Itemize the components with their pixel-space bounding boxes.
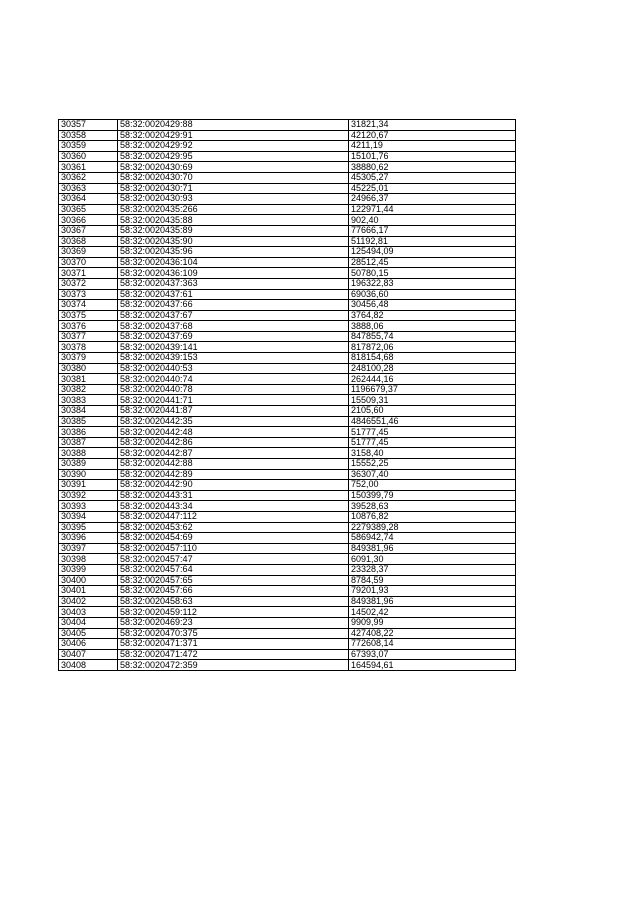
cadastral-number-cell: 58:32:0020440:74 <box>118 374 349 385</box>
cadastral-number-cell: 58:32:0020457:47 <box>118 554 349 565</box>
value-cell: 752,00 <box>349 480 516 491</box>
cadastral-number-cell: 58:32:0020439:141 <box>118 342 349 353</box>
table-row <box>59 204 516 215</box>
row-number-cell: 30375 <box>59 310 118 321</box>
value-cell: 4846551,46 <box>349 416 516 427</box>
value-cell: 586942,74 <box>349 533 516 544</box>
row-number-cell: 30378 <box>59 342 118 353</box>
cadastral-number-cell: 58:32:0020458:63 <box>118 596 349 607</box>
cadastral-number-cell: 58:32:0020442:35 <box>118 416 349 427</box>
row-number-cell: 30397 <box>59 543 118 554</box>
cadastral-number-cell: 58:32:0020472:359 <box>118 660 349 671</box>
row-number-cell: 30393 <box>59 501 118 512</box>
value-cell: 849381,96 <box>349 543 516 554</box>
table-row <box>59 278 516 289</box>
table-row <box>59 130 516 141</box>
table-row <box>59 459 516 470</box>
value-cell: 248100,28 <box>349 363 516 374</box>
table-row <box>59 660 516 671</box>
value-cell: 50780,15 <box>349 268 516 279</box>
cadastral-number-cell: 58:32:0020442:87 <box>118 448 349 459</box>
value-cell: 67393,07 <box>349 649 516 660</box>
row-number-cell: 30399 <box>59 564 118 575</box>
row-number-cell: 30373 <box>59 289 118 300</box>
row-number-cell: 30405 <box>59 628 118 639</box>
row-number-cell: 30383 <box>59 395 118 406</box>
value-cell: 38880,62 <box>349 162 516 173</box>
cadastral-number-cell: 58:32:0020429:95 <box>118 151 349 162</box>
table-body <box>59 120 516 671</box>
table-row <box>59 469 516 480</box>
value-cell: 125494,09 <box>349 247 516 258</box>
table-row <box>59 162 516 173</box>
table-row <box>59 596 516 607</box>
cadastral-number-cell: 58:32:0020457:110 <box>118 543 349 554</box>
row-number-cell: 30367 <box>59 225 118 236</box>
value-cell: 28512,45 <box>349 257 516 268</box>
table-row <box>59 120 516 131</box>
table-row <box>59 490 516 501</box>
value-cell: 42120,67 <box>349 130 516 141</box>
cadastral-number-cell: 58:32:0020437:67 <box>118 310 349 321</box>
value-cell: 2105,60 <box>349 406 516 417</box>
row-number-cell: 30357 <box>59 120 118 131</box>
cadastral-number-cell: 58:32:0020471:472 <box>118 649 349 660</box>
table-row <box>59 384 516 395</box>
cadastral-number-cell: 58:32:0020435:96 <box>118 247 349 258</box>
cadastral-number-cell: 58:32:0020457:64 <box>118 564 349 575</box>
cadastral-number-cell: 58:32:0020437:68 <box>118 321 349 332</box>
value-cell: 51777,45 <box>349 437 516 448</box>
table-row <box>59 331 516 342</box>
cadastral-number-cell: 58:32:0020430:93 <box>118 194 349 205</box>
value-cell: 36307,40 <box>349 469 516 480</box>
value-cell: 14502,42 <box>349 607 516 618</box>
table-row <box>59 151 516 162</box>
value-cell: 150399,79 <box>349 490 516 501</box>
row-number-cell: 30398 <box>59 554 118 565</box>
row-number-cell: 30374 <box>59 300 118 311</box>
cadastral-number-cell: 58:32:0020459:112 <box>118 607 349 618</box>
cadastral-number-cell: 58:32:0020447:112 <box>118 511 349 522</box>
value-cell: 77666,17 <box>349 225 516 236</box>
table-row <box>59 141 516 152</box>
table-row <box>59 363 516 374</box>
row-number-cell: 30407 <box>59 649 118 660</box>
row-number-cell: 30381 <box>59 374 118 385</box>
row-number-cell: 30362 <box>59 172 118 183</box>
row-number-cell: 30408 <box>59 660 118 671</box>
table-row <box>59 247 516 258</box>
row-number-cell: 30395 <box>59 522 118 533</box>
cadastral-number-cell: 58:32:0020435:90 <box>118 236 349 247</box>
row-number-cell: 30396 <box>59 533 118 544</box>
row-number-cell: 30361 <box>59 162 118 173</box>
row-number-cell: 30369 <box>59 247 118 258</box>
cadastral-number-cell: 58:32:0020457:66 <box>118 586 349 597</box>
table-row <box>59 194 516 205</box>
value-cell: 818154,68 <box>349 353 516 364</box>
value-cell: 9909,99 <box>349 617 516 628</box>
table-row <box>59 310 516 321</box>
cadastral-number-cell: 58:32:0020441:87 <box>118 406 349 417</box>
cadastral-number-cell: 58:32:0020437:363 <box>118 278 349 289</box>
row-number-cell: 30400 <box>59 575 118 586</box>
cadastral-number-cell: 58:32:0020437:69 <box>118 331 349 342</box>
value-cell: 51777,45 <box>349 427 516 438</box>
value-cell: 902,40 <box>349 215 516 226</box>
table-row <box>59 607 516 618</box>
value-cell: 849381,96 <box>349 596 516 607</box>
table-row <box>59 374 516 385</box>
table-row <box>59 257 516 268</box>
value-cell: 69036,60 <box>349 289 516 300</box>
row-number-cell: 30376 <box>59 321 118 332</box>
value-cell: 15509,31 <box>349 395 516 406</box>
row-number-cell: 30391 <box>59 480 118 491</box>
value-cell: 8784,59 <box>349 575 516 586</box>
row-number-cell: 30382 <box>59 384 118 395</box>
cadastral-number-cell: 58:32:0020435:266 <box>118 204 349 215</box>
table-row <box>59 501 516 512</box>
cadastral-number-cell: 58:32:0020435:89 <box>118 225 349 236</box>
table-row <box>59 321 516 332</box>
cadastral-number-cell: 58:32:0020443:34 <box>118 501 349 512</box>
table-row <box>59 437 516 448</box>
value-cell: 3888,06 <box>349 321 516 332</box>
cadastral-number-cell: 58:32:0020469:23 <box>118 617 349 628</box>
row-number-cell: 30402 <box>59 596 118 607</box>
row-number-cell: 30390 <box>59 469 118 480</box>
value-cell: 3158,40 <box>349 448 516 459</box>
row-number-cell: 30384 <box>59 406 118 417</box>
cadastral-number-cell: 58:32:0020437:66 <box>118 300 349 311</box>
row-number-cell: 30394 <box>59 511 118 522</box>
value-cell: 23328,37 <box>349 564 516 575</box>
table-row <box>59 353 516 364</box>
value-cell: 4211,19 <box>349 141 516 152</box>
value-cell: 30456,48 <box>349 300 516 311</box>
cadastral-number-cell: 58:32:0020429:92 <box>118 141 349 152</box>
table-row <box>59 342 516 353</box>
row-number-cell: 30377 <box>59 331 118 342</box>
cadastral-number-cell: 58:32:0020457:65 <box>118 575 349 586</box>
row-number-cell: 30389 <box>59 459 118 470</box>
table-row <box>59 564 516 575</box>
value-cell: 427408,22 <box>349 628 516 639</box>
value-cell: 79201,93 <box>349 586 516 597</box>
cadastral-number-cell: 58:32:0020440:53 <box>118 363 349 374</box>
row-number-cell: 30365 <box>59 204 118 215</box>
table-row <box>59 183 516 194</box>
table-row <box>59 268 516 279</box>
value-cell: 196322,83 <box>349 278 516 289</box>
value-cell: 772608,14 <box>349 639 516 650</box>
table-row <box>59 416 516 427</box>
value-cell: 15552,25 <box>349 459 516 470</box>
table-row <box>59 427 516 438</box>
cadastral-number-cell: 58:32:0020439:153 <box>118 353 349 364</box>
row-number-cell: 30366 <box>59 215 118 226</box>
cadastral-number-cell: 58:32:0020443:31 <box>118 490 349 501</box>
table-row <box>59 480 516 491</box>
row-number-cell: 30404 <box>59 617 118 628</box>
row-number-cell: 30386 <box>59 427 118 438</box>
cadastral-number-cell: 58:32:0020470:375 <box>118 628 349 639</box>
value-cell: 2279389,28 <box>349 522 516 533</box>
value-cell: 262444,16 <box>349 374 516 385</box>
row-number-cell: 30379 <box>59 353 118 364</box>
cadastral-number-cell: 58:32:0020437:61 <box>118 289 349 300</box>
row-number-cell: 30359 <box>59 141 118 152</box>
table-row <box>59 236 516 247</box>
cadastral-number-cell: 58:32:0020440:78 <box>118 384 349 395</box>
table-row <box>59 586 516 597</box>
value-cell: 31821,34 <box>349 120 516 131</box>
cadastral-number-cell: 58:32:0020436:109 <box>118 268 349 279</box>
row-number-cell: 30388 <box>59 448 118 459</box>
cadastral-number-cell: 58:32:0020430:71 <box>118 183 349 194</box>
row-number-cell: 30392 <box>59 490 118 501</box>
cadastral-number-cell: 58:32:0020435:88 <box>118 215 349 226</box>
value-cell: 817872,06 <box>349 342 516 353</box>
cadastral-number-cell: 58:32:0020442:48 <box>118 427 349 438</box>
table-row <box>59 628 516 639</box>
row-number-cell: 30403 <box>59 607 118 618</box>
table-row <box>59 300 516 311</box>
cadastral-number-cell: 58:32:0020454:69 <box>118 533 349 544</box>
table-row <box>59 225 516 236</box>
cadastral-number-cell: 58:32:0020442:86 <box>118 437 349 448</box>
row-number-cell: 30368 <box>59 236 118 247</box>
table-row <box>59 172 516 183</box>
cadastral-number-cell: 58:32:0020471:371 <box>118 639 349 650</box>
cadastral-number-cell: 58:32:0020436:104 <box>118 257 349 268</box>
row-number-cell: 30387 <box>59 437 118 448</box>
data-table <box>58 119 516 671</box>
table-row <box>59 511 516 522</box>
value-cell: 122971,44 <box>349 204 516 215</box>
table-row <box>59 406 516 417</box>
value-cell: 847855,74 <box>349 331 516 342</box>
row-number-cell: 30360 <box>59 151 118 162</box>
value-cell: 24966,37 <box>349 194 516 205</box>
table-row <box>59 448 516 459</box>
table-row <box>59 639 516 650</box>
value-cell: 45225,01 <box>349 183 516 194</box>
row-number-cell: 30363 <box>59 183 118 194</box>
row-number-cell: 30385 <box>59 416 118 427</box>
cadastral-number-cell: 58:32:0020430:70 <box>118 172 349 183</box>
cadastral-number-cell: 58:32:0020442:89 <box>118 469 349 480</box>
value-cell: 15101,76 <box>349 151 516 162</box>
value-cell: 164594,61 <box>349 660 516 671</box>
cadastral-number-cell: 58:32:0020430:69 <box>118 162 349 173</box>
value-cell: 10876,82 <box>349 511 516 522</box>
row-number-cell: 30401 <box>59 586 118 597</box>
table-row <box>59 554 516 565</box>
row-number-cell: 30358 <box>59 130 118 141</box>
row-number-cell: 30380 <box>59 363 118 374</box>
table-row <box>59 395 516 406</box>
value-cell: 51192,81 <box>349 236 516 247</box>
row-number-cell: 30371 <box>59 268 118 279</box>
table-row <box>59 522 516 533</box>
cadastral-number-cell: 58:32:0020442:88 <box>118 459 349 470</box>
table-row <box>59 533 516 544</box>
table-row <box>59 575 516 586</box>
cadastral-number-cell: 58:32:0020442:90 <box>118 480 349 491</box>
value-cell: 3764,82 <box>349 310 516 321</box>
row-number-cell: 30370 <box>59 257 118 268</box>
table-row <box>59 649 516 660</box>
table-row <box>59 215 516 226</box>
value-cell: 45305,27 <box>349 172 516 183</box>
cadastral-number-cell: 58:32:0020453:62 <box>118 522 349 533</box>
row-number-cell: 30372 <box>59 278 118 289</box>
value-cell: 1196679,37 <box>349 384 516 395</box>
table-row <box>59 617 516 628</box>
value-cell: 6091,30 <box>349 554 516 565</box>
table-row <box>59 543 516 554</box>
row-number-cell: 30406 <box>59 639 118 650</box>
table-row <box>59 289 516 300</box>
cadastral-number-cell: 58:32:0020429:88 <box>118 120 349 131</box>
row-number-cell: 30364 <box>59 194 118 205</box>
cadastral-number-cell: 58:32:0020441:71 <box>118 395 349 406</box>
value-cell: 39528,63 <box>349 501 516 512</box>
cadastral-number-cell: 58:32:0020429:91 <box>118 130 349 141</box>
